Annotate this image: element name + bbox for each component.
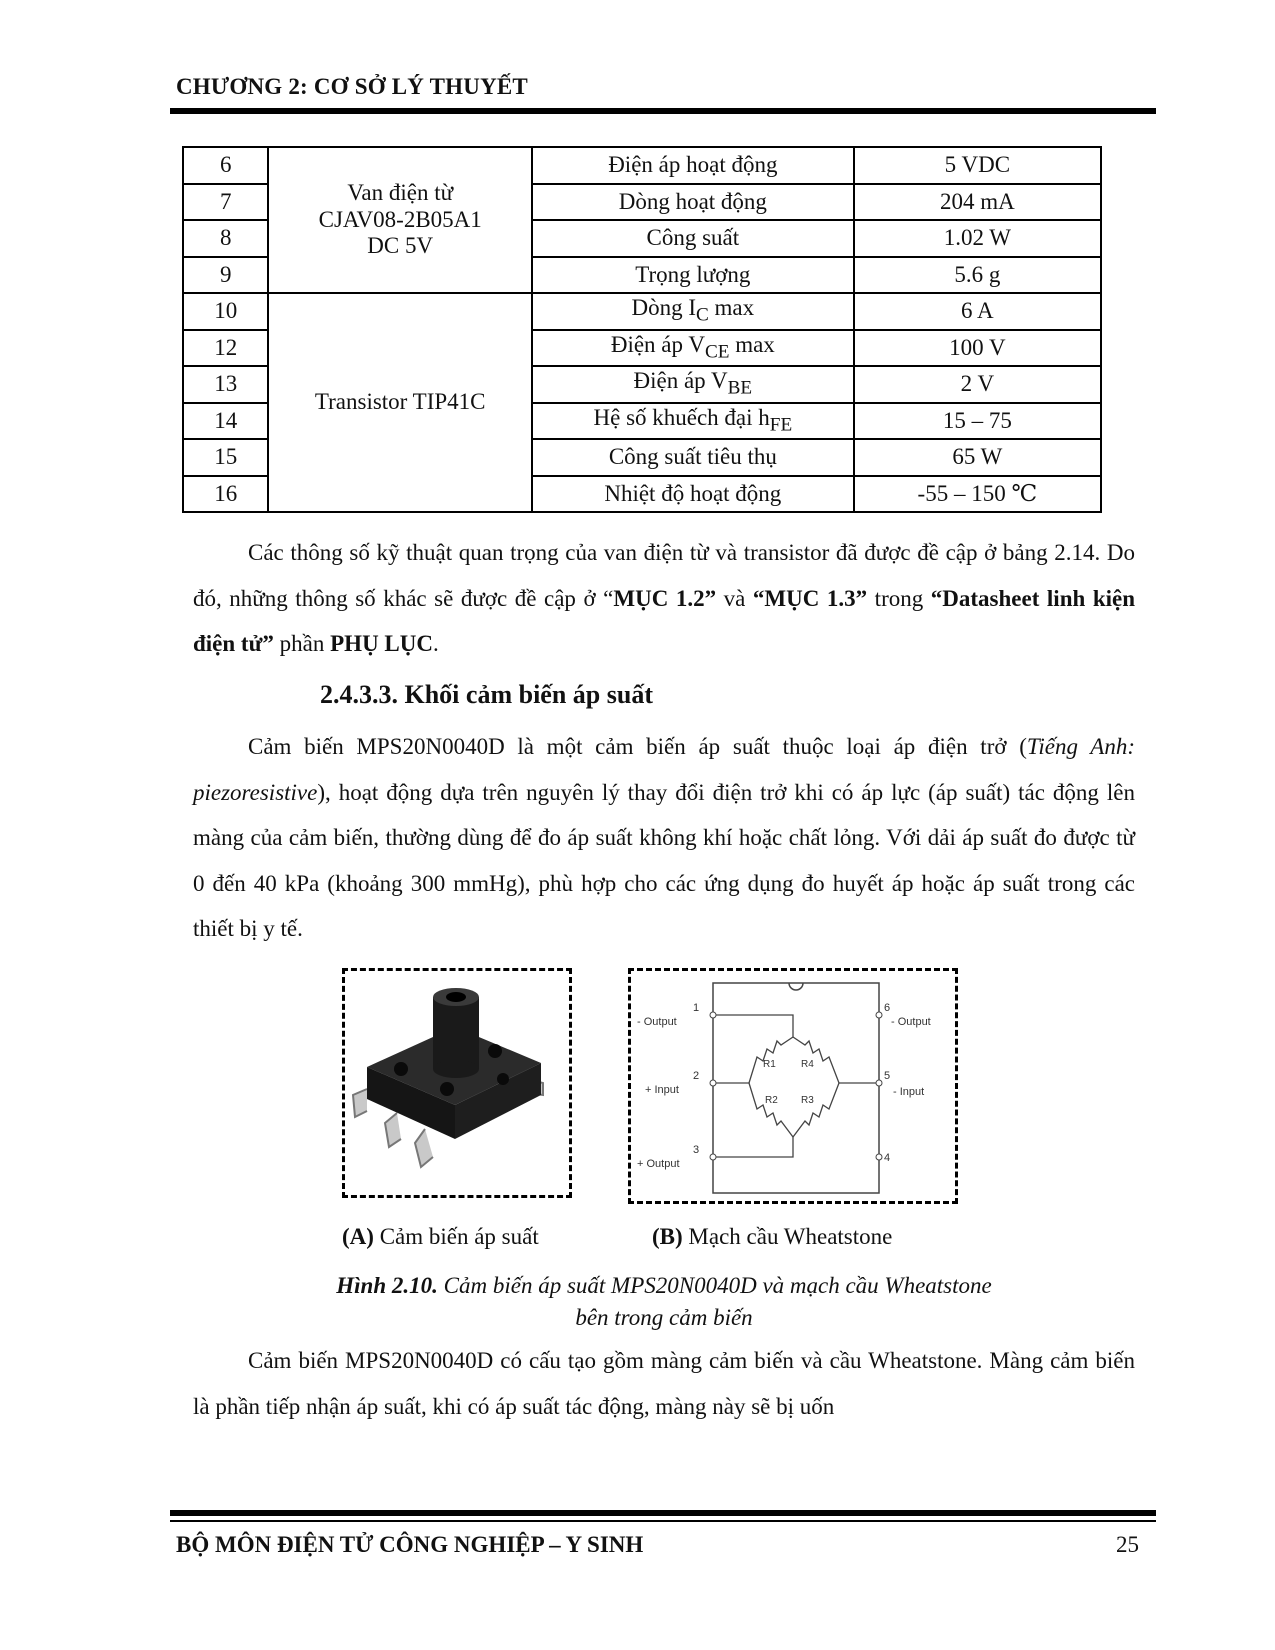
device-cell-transistor: Transistor TIP41C (268, 293, 532, 512)
figure-a-frame (342, 968, 572, 1198)
row-number: 6 (183, 147, 268, 184)
terminal-label: - Output (891, 1016, 931, 1028)
value-cell: 6 A (854, 293, 1101, 330)
footer-department: BỘ MÔN ĐIỆN TỬ CÔNG NGHIỆP – Y SINH (176, 1532, 644, 1557)
value-cell: 1.02 W (854, 220, 1101, 257)
figure-caption: Hình 2.10. Cảm biến áp suất MPS20N0040D và mạch cầu Wheatstone bên trong cảm biến (193, 1270, 1135, 1334)
param-cell: Nhiệt độ hoạt động (532, 476, 854, 513)
resistor-label: R3 (801, 1095, 814, 1106)
param-cell: Trọng lượng (532, 257, 854, 294)
param-cell: Dòng $I_C$ max (532, 293, 854, 330)
value-cell: 204 mA (854, 184, 1101, 221)
value-cell: -55 – 150 ℃ (854, 476, 1101, 513)
device-name-line: Van điện từ (347, 180, 454, 206)
caption-label: Hình 2.10. (336, 1273, 438, 1298)
pin-label: 4 (884, 1152, 891, 1164)
spec-table (182, 146, 1102, 513)
value-cell: 2 V (854, 366, 1101, 403)
pin-label: 6 (884, 1002, 891, 1014)
paragraph-sensor-intro: Cảm biến MPS20N0040D là một cảm biến áp suất thuộc loại áp điện trở (Tiếng Anh: piezoresistive), hoạt động dựa trên nguyên lý thay đổi điện trở khi có áp lực (áp suất) tác động lên màng của cảm biến, thường dùng để đo áp suất không khí hoặc chất lỏng. Với dải áp suất đo được từ 0 đến 40 kPa (khoảng 300 mmHg), phù hợp cho các ứng dụng đo huyết áp hoặc áp suất trong các thiết bị y tế. (193, 734, 1135, 941)
subcaption-b: (B) Mạch cầu Wheatstone (652, 1224, 893, 1249)
paragraph-sensor-structure: Cảm biến MPS20N0040D có cấu tạo gồm màng cảm biến và cầu Wheatstone. Màng cảm biến là phần tiếp nhận áp suất, khi có áp suất tác động, màng này sẽ bị uốn (193, 1348, 1135, 1419)
row-number: 16 (183, 476, 268, 513)
value-cell: 5.6 g (854, 257, 1101, 294)
param-cell: Hệ số khuếch đại $h_{FE}$ (532, 403, 854, 440)
pin-label: 2 (693, 1070, 700, 1082)
param-cell: Công suất (532, 220, 854, 257)
subcaption-a: (A) Cảm biến áp suất (342, 1224, 539, 1249)
page-header-title: CHƯƠNG 2: CƠ SỞ LÝ THUYẾT (176, 74, 528, 99)
terminal-label: - Output (637, 1016, 677, 1028)
terminal-label: - Input (893, 1086, 925, 1098)
resistor-label: R2 (765, 1095, 778, 1106)
pressure-sensor-image (345, 971, 569, 1195)
table-row (183, 293, 1101, 330)
figure-b-frame (628, 968, 958, 1204)
footer-rule (170, 1510, 1156, 1516)
param-cell: Điện áp hoạt động (532, 147, 854, 184)
paragraph-table-note: Các thông số kỹ thuật quan trọng của van điện từ và transistor đã được đề cập ở bảng 2.14. Do đó, những thông số khác sẽ được đề cập ở “MỤC 1.2” và “MỤC 1.3” trong “Datasheet linh kiện điện tử” phần PHỤ LỤC. (193, 540, 1135, 656)
row-number: 7 (183, 184, 268, 221)
row-number: 9 (183, 257, 268, 294)
row-number: 10 (183, 293, 268, 330)
device-cell-valve (268, 147, 532, 293)
row-number: 12 (183, 330, 268, 367)
wheatstone-bridge-diagram (631, 971, 955, 1201)
section-heading: 2.4.3.3. Khối cảm biến áp suất (320, 680, 653, 709)
value-cell: 100 V (854, 330, 1101, 367)
resistor-label: R1 (763, 1059, 776, 1070)
device-name-line: CJAV08-2B05A1 (318, 206, 482, 232)
table-row (183, 147, 1101, 184)
param-cell: Công suất tiêu thụ (532, 439, 854, 476)
pin-label: 3 (693, 1144, 700, 1156)
resistor-label: R4 (801, 1059, 814, 1070)
header-rule (170, 108, 1156, 114)
value-cell: 5 VDC (854, 147, 1101, 184)
row-number: 15 (183, 439, 268, 476)
footer-rule-thin (170, 1520, 1156, 1522)
caption-line: bên trong cảm biến (575, 1305, 753, 1330)
pin-label: 1 (693, 1002, 700, 1014)
terminal-label: + Input (645, 1084, 679, 1096)
value-cell: 15 – 75 (854, 403, 1101, 440)
pin-label: 5 (884, 1070, 891, 1082)
row-number: 14 (183, 403, 268, 440)
row-number: 8 (183, 220, 268, 257)
device-name-line: DC 5V (367, 233, 434, 259)
value-cell: 65 W (854, 439, 1101, 476)
terminal-label: + Output (637, 1158, 680, 1170)
param-cell: Điện áp $V_{BE}$ (532, 366, 854, 403)
row-number: 13 (183, 366, 268, 403)
param-cell: Điện áp $V_{CE}$ max (532, 330, 854, 367)
param-cell: Dòng hoạt động (532, 184, 854, 221)
page-number: 25 (1116, 1532, 1139, 1557)
